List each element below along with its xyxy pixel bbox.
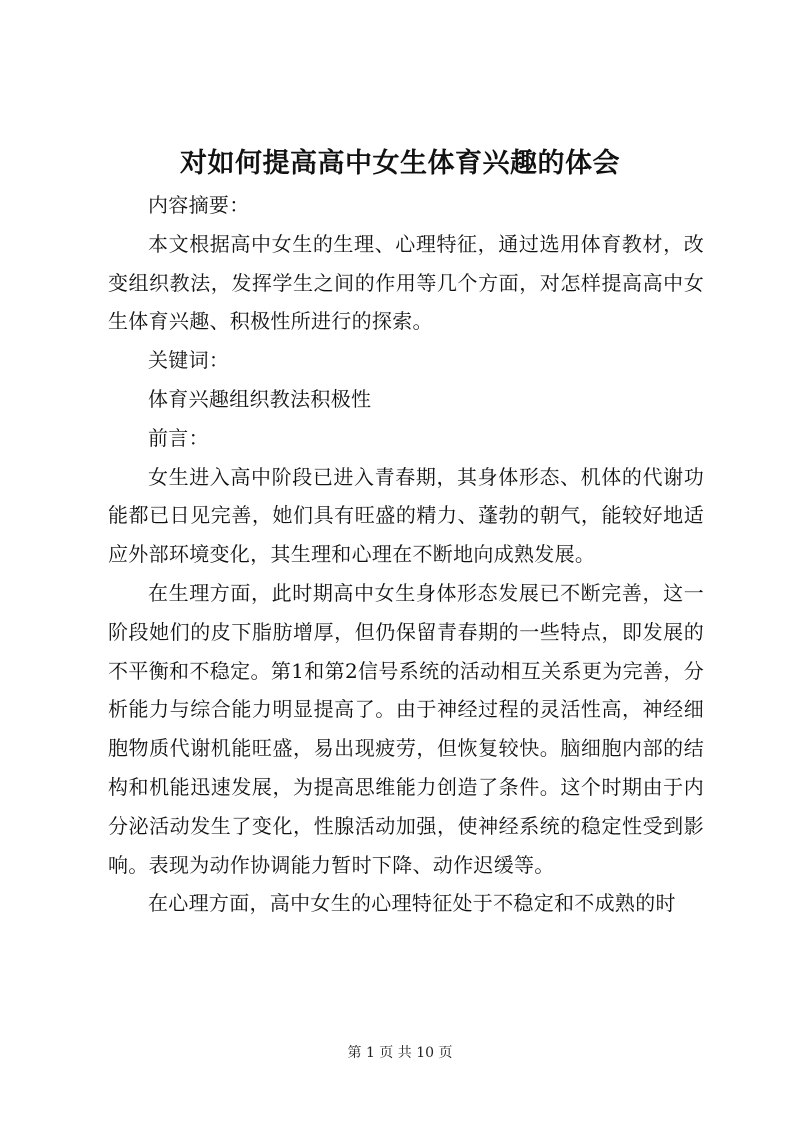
document-title: 对如何提高高中女生体育兴趣的体会 [180,148,620,179]
psychology-paragraph: 在心理方面，高中女生的心理特征处于不稳定和不成熟的时 [148,891,676,916]
abstract-paragraph: 本文根据高中女生的生理、心理特征，通过选用体育教材，改变组织教法，发挥学生之间的作用等几个方面，对怎样提高高中女生体育兴趣、积极性所进行的探索。 [108,231,704,334]
keywords-heading: 关键词： [148,348,230,373]
preface-heading: 前言： [148,425,209,450]
preface-paragraph: 女生进入高中阶段已进入青春期，其身体形态、机体的代谢功能都已日见完善，她们具有旺盛的精力、蓬勃的朝气，能较好地适应外部环境变化，其生理和心理在不断地向成熟发展。 [108,464,704,567]
document-body [108,186,704,923]
physiology-paragraph: 在生理方面，此时期高中女生身体形态发展已不断完善，这一阶段她们的皮下脂肪增厚，但仍保留青春期的一些特点，即发展的不平衡和不稳定。第1和第2信号系统的活动相互关系更为完善，分析能力与综合能力明显提高了。由于神经过程的灵活性高，神经细胞物质代谢机能旺盛，易出现疲劳，但恢复较快。脑细胞内部的结构和机能迅速发展，为提高思维能力创造了条件。这个时期由于内分泌活动发生了变化，性腺活动加强，使神经系统的稳定性受到影响。表现为动作协调能力暂时下降、动作迟缓等。 [108,580,704,877]
keywords-paragraph: 体育兴趣组织教法积极性 [148,386,372,411]
abstract-heading: 内容摘要： [148,193,250,217]
page-number-footer: 第 1 页 共 10 页 [347,1045,453,1061]
